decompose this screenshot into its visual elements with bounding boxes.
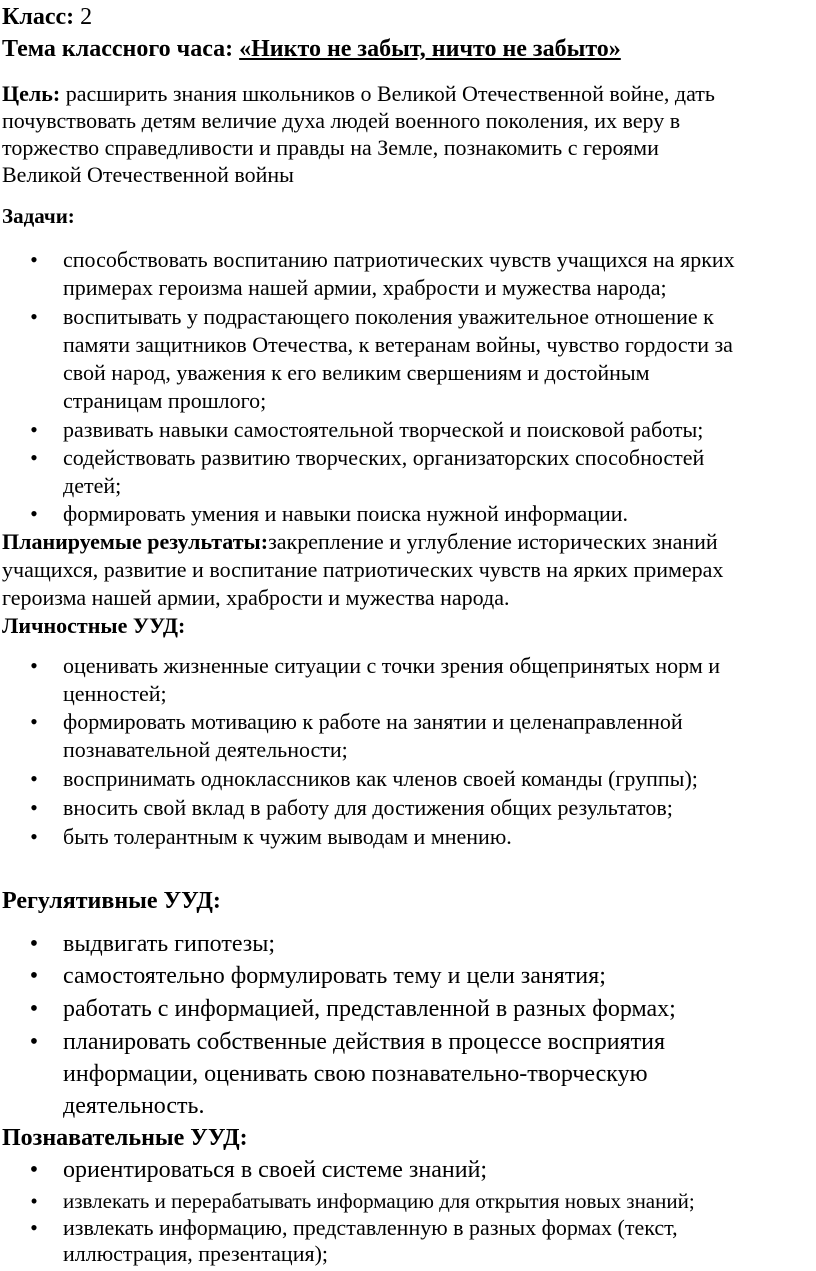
tasks-heading: Задачи: (2, 204, 75, 228)
results-label: Планируемые результаты: (2, 529, 269, 554)
personal-4-line-1: вносить свой вклад в работу для достижения общих результатов; (63, 795, 673, 820)
task-2-line-1: воспитывать у подрастающего поколения уважительное отношение к (63, 304, 714, 329)
bullet-icon (29, 246, 39, 274)
bullet-icon (29, 444, 39, 472)
personal-5-line-1: быть толерантным к чужим выводам и мнению. (63, 824, 512, 849)
topic-label: Тема классного часа: (2, 36, 234, 62)
task-1-line-2: примерах героизма нашей армии, храбрости и мужества народа; (63, 275, 667, 300)
bullet-icon (29, 652, 39, 680)
regulative-4-line-3: деятельность. (63, 1093, 205, 1119)
bullet-icon (29, 303, 39, 331)
personal-1-line-2: ценностей; (63, 681, 167, 706)
regulative-heading: Регулятивные УУД: (2, 888, 221, 914)
cognitive-1-line-1: ориентироваться в своей системе знаний; (63, 1157, 488, 1183)
bullet-icon (29, 994, 39, 1024)
goal-line-3: торжество справедливости и правды на Земле, познакомить с героями (2, 135, 659, 160)
task-1-line-1: способствовать воспитанию патриотических чувств учащихся на ярких (63, 247, 735, 272)
personal-3-line-1: воспринимать одноклассников как членов своей команды (группы); (63, 766, 698, 791)
bullet-icon (29, 1214, 39, 1242)
task-2-line-4: страницам прошлого; (63, 388, 267, 413)
bullet-icon (29, 708, 39, 736)
bullet-icon (29, 823, 39, 851)
task-3-line-1: развивать навыки самостоятельной творческой и поисковой работы; (63, 417, 704, 442)
bullet-icon (29, 500, 39, 528)
personal-heading: Личностные УУД: (2, 613, 186, 638)
regulative-1-line-1: выдвигать гипотезы; (63, 931, 276, 957)
bullet-icon (29, 765, 39, 793)
task-2-line-2: памяти защитников Отечества, к ветеранам войны, чувство гордости за (63, 332, 733, 357)
class-label: Класс: (2, 4, 75, 30)
task-2-line-3: свой народ, уважения к его великим свершениям и достойным (63, 360, 650, 385)
bullet-icon (29, 794, 39, 822)
regulative-4-line-1: планировать собственные действия в процессе восприятия (63, 1029, 666, 1055)
results-text-1: закрепление и углубление исторических знаний (268, 529, 718, 554)
goal-label: Цель: (2, 81, 61, 106)
results-line-1 (2, 528, 718, 556)
class-value: 2 (74, 4, 93, 30)
topic-line (2, 34, 621, 64)
task-4-line-2: детей; (63, 473, 122, 498)
personal-2-line-1: формировать мотивацию к работе на занятии и целенаправленной (63, 709, 683, 734)
cognitive-heading: Познавательные УУД: (2, 1125, 248, 1151)
personal-2-line-2: познавательной деятельности; (63, 737, 348, 762)
cognitive-3-line-2: иллюстрация, презентация); (63, 1241, 329, 1266)
personal-1-line-1: оценивать жизненные ситуации с точки зрения общепринятых норм и (63, 653, 721, 678)
regulative-3-line-1: работать с информацией, представленной в разных формах; (63, 996, 676, 1022)
regulative-4-line-2: информации, оценивать свою познавательно-творческую (63, 1061, 648, 1087)
class-line (2, 2, 92, 32)
goal-text-1: расширить знания школьников о Великой Отечественной войне, дать (60, 81, 715, 106)
cognitive-2-line-1: извлекать и перерабатывать информацию для открытия новых знаний; (63, 1189, 695, 1213)
bullet-icon (29, 1188, 39, 1214)
goal-line-4: Великой Отечественной войны (2, 162, 294, 187)
goal-line-1 (2, 80, 715, 108)
bullet-icon (29, 1155, 39, 1185)
bullet-icon (29, 929, 39, 959)
bullet-icon (29, 961, 39, 991)
task-4-line-1: содействовать развитию творческих, организаторских способностей (63, 445, 705, 470)
goal-line-2: почувствовать детям величие духа людей военного поколения, их веру в (2, 108, 681, 133)
results-line-2: учащихся, развитие и воспитание патриотических чувств на ярких примерах (2, 557, 724, 582)
bullet-icon (29, 416, 39, 444)
cognitive-3-line-1: извлекать информацию, представленную в разных формах (текст, (63, 1215, 678, 1240)
task-5-line-1: формировать умения и навыки поиска нужной информации. (63, 501, 629, 526)
topic-title: «Никто не забыт, ничто не забыто» (239, 36, 621, 62)
regulative-2-line-1: самостоятельно формулировать тему и цели занятия; (63, 963, 606, 989)
results-line-3: героизма нашей армии, храбрости и мужества народа. (2, 585, 510, 610)
bullet-icon (29, 1027, 39, 1057)
